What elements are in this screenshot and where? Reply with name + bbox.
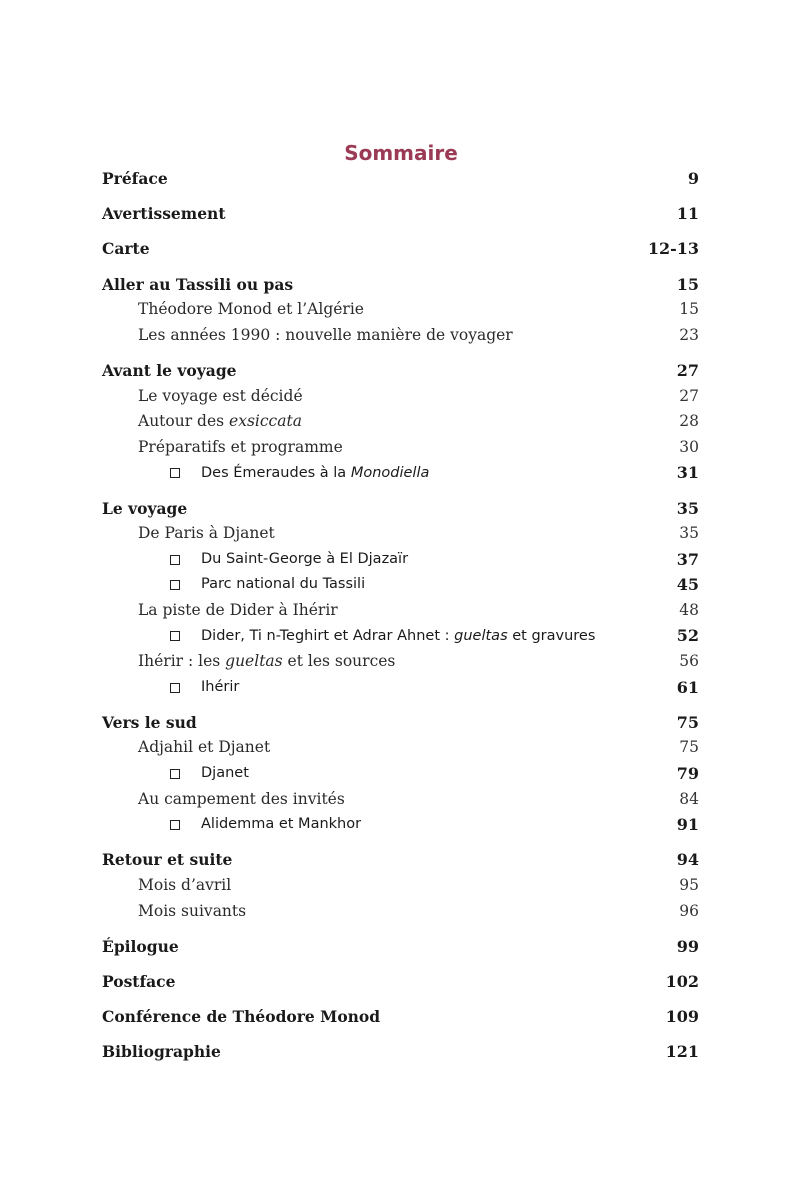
toc-entry-level-3 <box>102 812 699 838</box>
toc-entry-level-3 <box>102 761 699 787</box>
square-bullet-icon <box>170 769 180 779</box>
page-title: Sommaire <box>344 141 458 166</box>
toc-page-number: 61 <box>676 677 699 697</box>
toc-page-number: 27 <box>676 360 699 380</box>
toc-page-number: 99 <box>676 936 699 956</box>
toc-entry-level-2 <box>102 787 699 813</box>
toc-entry-title: Conférence de Théodore Monod <box>102 1007 381 1027</box>
toc-entry-title: Bibliographie <box>102 1042 221 1062</box>
toc-entry-title: Parc national du Tassili <box>170 572 365 598</box>
toc-entry-title: Alidemma et Mankhor <box>170 812 361 838</box>
toc-entry-title: De Paris à Djanet <box>138 524 275 543</box>
toc-page-number: 31 <box>676 463 699 483</box>
toc-entry-title: Des Émeraudes à la Monodiella <box>170 461 429 487</box>
toc-page-number: 45 <box>676 575 699 595</box>
toc-entry-level-1 <box>102 166 699 192</box>
square-bullet-icon <box>170 631 180 641</box>
toc-entry-level-1 <box>102 1039 699 1065</box>
toc-entry-title: Les années 1990 : nouvelle manière de voyager <box>138 325 513 344</box>
toc-page-number: 94 <box>676 850 699 870</box>
toc-entry-level-2 <box>102 409 699 435</box>
toc-entry-level-1 <box>102 934 699 960</box>
toc-entry-level-1 <box>102 1004 699 1030</box>
toc-page-number: 96 <box>679 901 699 920</box>
toc-page-number: 15 <box>676 274 699 294</box>
toc-entry-title: Dider, Ti n-Teghirt et Adrar Ahnet : gueltas et gravures <box>170 624 595 650</box>
toc-entry-level-1 <box>102 710 699 736</box>
toc-entry-title: Théodore Monod et l’Algérie <box>138 300 364 319</box>
toc-entry-level-2 <box>102 598 699 624</box>
toc-page-number: 121 <box>665 1042 699 1062</box>
toc-page-number: 75 <box>679 738 699 757</box>
toc-entry-level-1 <box>102 969 699 995</box>
toc-page-number: 28 <box>679 412 699 431</box>
square-bullet-icon <box>170 555 180 565</box>
toc-page-number: 79 <box>676 764 699 784</box>
toc-page-number: 56 <box>679 652 699 671</box>
toc-entry-level-2 <box>102 873 699 899</box>
toc-entry-title: Le voyage est décidé <box>138 386 303 405</box>
toc-entry-title: Au campement des invités <box>138 789 345 808</box>
toc-entry-level-3 <box>102 675 699 701</box>
toc-page-number: 52 <box>676 626 699 646</box>
toc-page-number: 23 <box>679 325 699 344</box>
toc-entry-title: Préparatifs et programme <box>138 437 343 456</box>
toc-entry-level-1 <box>102 272 699 298</box>
toc-entry-level-1 <box>102 847 699 873</box>
toc-entry-title: Postface <box>102 971 176 991</box>
toc-entry-title: La piste de Dider à Ihérir <box>138 600 338 619</box>
toc-entry-title: Mois d’avril <box>138 876 232 894</box>
toc-entry-level-1 <box>102 496 699 522</box>
toc-entry-title: Du Saint-George à El Djazaïr <box>170 547 408 573</box>
toc-page-number: 84 <box>679 789 699 808</box>
toc-page-number: 9 <box>687 169 699 188</box>
toc-entry-title: Carte <box>102 239 150 259</box>
toc-page-number: 48 <box>679 600 699 619</box>
toc-page-number: 37 <box>676 549 699 569</box>
toc-entry-level-2 <box>102 735 699 761</box>
toc-entry-title: Djanet <box>170 761 249 787</box>
table-of-contents <box>102 166 699 1065</box>
toc-entry-level-1 <box>102 236 699 262</box>
toc-page-number: 102 <box>665 971 699 991</box>
toc-entry-level-2 <box>102 649 699 675</box>
toc-entry-title: Le voyage <box>102 498 188 518</box>
toc-entry-title: Avertissement <box>102 204 226 224</box>
toc-entry-level-2 <box>102 297 699 323</box>
toc-entry-level-3 <box>102 547 699 573</box>
toc-entry-title: Adjahil et Djanet <box>138 738 271 757</box>
square-bullet-icon <box>170 468 180 478</box>
toc-page-number: 109 <box>665 1007 699 1027</box>
toc-entry-level-2 <box>102 521 699 547</box>
toc-entry-level-2 <box>102 435 699 461</box>
toc-entry-level-3 <box>102 572 699 598</box>
square-bullet-icon <box>170 580 180 590</box>
toc-page-number: 27 <box>679 386 699 405</box>
square-bullet-icon <box>170 683 180 693</box>
toc-entry-title: Avant le voyage <box>102 360 237 380</box>
toc-entry-title: Ihérir : les gueltas et les sources <box>138 652 396 671</box>
toc-entry-level-2 <box>102 899 699 925</box>
toc-page-number: 95 <box>679 876 699 894</box>
toc-page-number: 12-13 <box>647 239 699 259</box>
toc-entry-level-3 <box>102 460 699 486</box>
toc-entry-title: Vers le sud <box>102 712 197 732</box>
toc-page-number: 30 <box>679 437 699 456</box>
toc-page-number: 35 <box>676 498 699 518</box>
toc-entry-level-2 <box>102 384 699 410</box>
toc-page-number: 11 <box>676 204 699 224</box>
toc-entry-title: Autour des exsiccata <box>138 412 302 431</box>
square-bullet-icon <box>170 820 180 830</box>
toc-page-number: 35 <box>679 524 699 543</box>
toc-entry-title: Épilogue <box>102 936 179 956</box>
toc-entry-title: Mois suivants <box>138 901 247 920</box>
toc-page-number: 75 <box>676 712 699 732</box>
toc-entry-level-2 <box>102 323 699 349</box>
toc-entry-level-1 <box>102 358 699 384</box>
toc-page-number: 91 <box>676 815 699 835</box>
toc-entry-title: Ihérir <box>170 675 239 701</box>
toc-entry-title: Préface <box>102 169 168 188</box>
toc-entry-level-1 <box>102 201 699 227</box>
toc-entry-level-3 <box>102 623 699 649</box>
toc-page-number: 15 <box>679 300 699 319</box>
toc-entry-title: Retour et suite <box>102 850 233 870</box>
toc-entry-title: Aller au Tassili ou pas <box>102 274 294 294</box>
